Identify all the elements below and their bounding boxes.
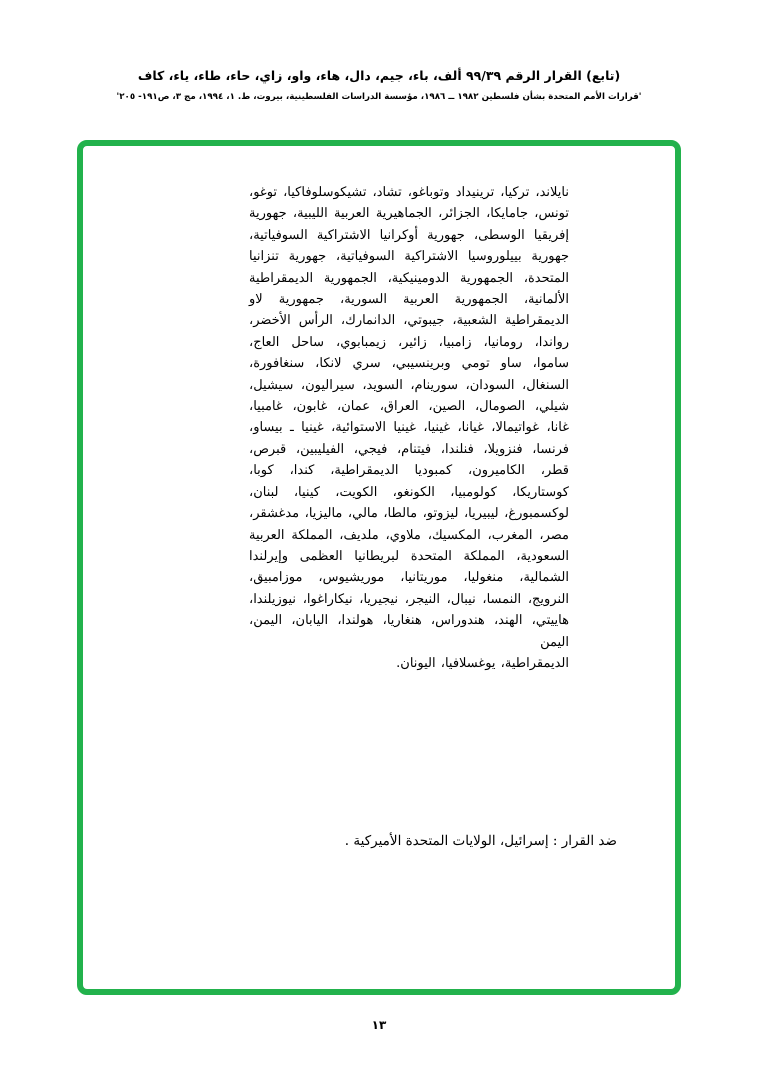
page-number: ١٣ [371,1018,387,1032]
green-content-frame [77,140,681,995]
page-header [0,68,758,103]
country-list-paragraph [249,182,569,674]
country-list-text: نايلاند، تركيا، ترينيداد وتوباغو، تشاد، تشيكوسلوفاكيا، توغو، تونس، جامايكا، الجزائر، الجماهيرية العربية الليبية، جهورية إفريقيا الوسطى، جهورية أوكرانيا الاشتراكية السوفياتية، جهورية بييلوروسيا الاشتراكية السوفياتية، جهورية تنزانيا المتحدة، الجمهورية الدومينيكية، الجمهورية الديمقراطية الألمانية، الجمهورية العربية السورية، جمهورية لاو الديمقراطية الشعبية، جيبوتي، الدانمارك، الرأس الأخضر، رواندا، رومانيا، زامبيا، زائير، زيمبابوي، ساحل العاج، ساموا، ساو تومي وبرينسيبي، سري لانكا، سنغافورة، السنغال، السودان، سورينام، السويد، سيراليون، سيشيل، شيلي، الصومال، الصين، العراق، عمان، غابون، غامبيا، غانا، غواتيمالا، غيانا، غينيا، غينيا الاستوائية، غينيا ـ بيساو، فرنسا، فنزويلا، فنلندا، فيتنام، فيجي، الفيليبين، قبرص، قطر، الكاميرون، كمبوديا الديمقراطية، كندا، كوبا، كوستاريكا، كولومبيا، الكونغو، الكويت، كينيا، لبنان، لوكسمبورغ، ليبيريا، ليزوتو، مالطا، مالي، ماليزيا، مدغشقر، مصر، المغرب، المكسيك، ملاوي، ملديف، المملكة العربية السعودية، المملكة المتحدة لبريطانيا العظمى وإيرلندا الشمالية، منغوليا، موريتانيا، موريشيوس، موزامبيق، النرويج، النمسا، نيبال، النيجر، نيجيريا، نيكاراغوا، نيوزيلندا، هاييتي، الهند، هندوراس، هنغاريا، هولندا، اليابان، اليمن، اليمن [249,185,569,650]
header-title: (تابع) القرار الرقم ٩٩/٣٩ ألف، باء، جيم، دال، هاء، واو، زاي، حاء، طاء، ياء، كاف [137,68,621,83]
country-list-last-line: الديمقراطية، يوغسلافيا، اليونان. [396,655,569,671]
against-resolution-line: ضد القرار : إسرائيل، الولايات المتحدة الأميركية . [344,833,617,849]
header-source-citation: 'قرارات الأمم المتحدة بشأن فلسطين ١٩٨٢ ــ ١٩٨٦، مؤسسة الدراسات الفلسطينية، بيروت، ط. ١، ١٩٩٤، مج ٣، ص١٩١- ٢٠٥' [116,91,642,102]
